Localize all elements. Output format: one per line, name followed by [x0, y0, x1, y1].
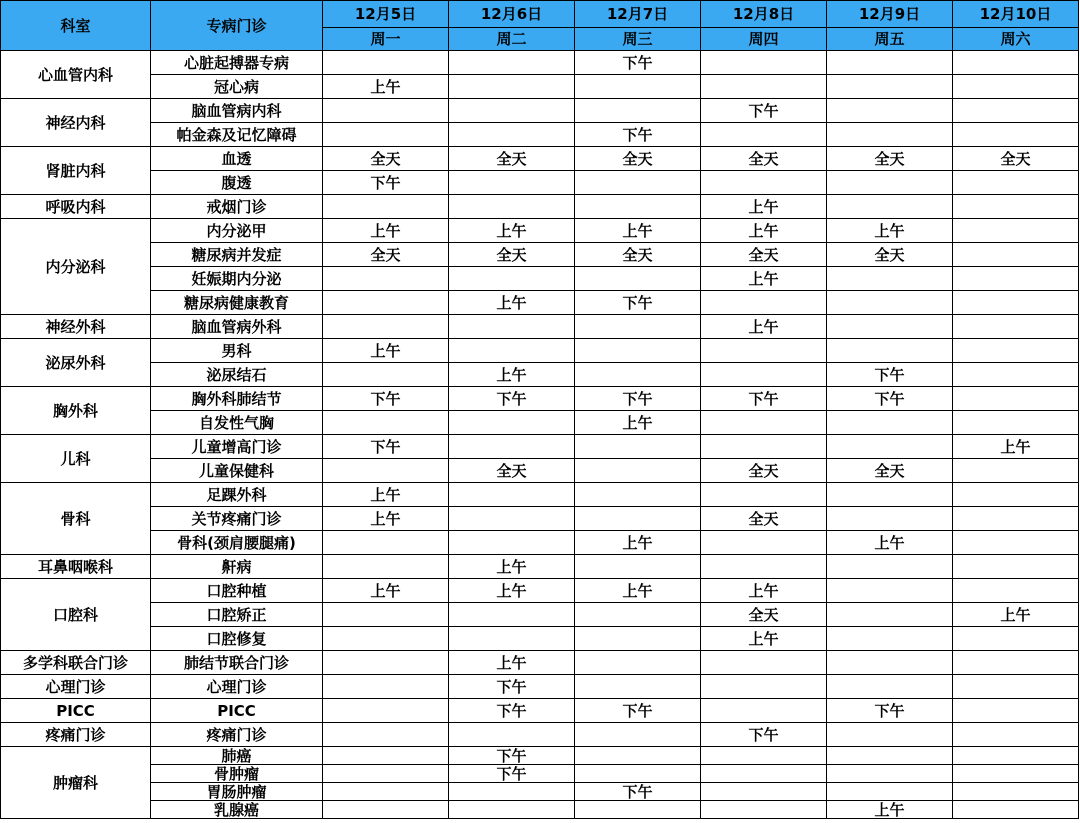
slot-cell: 上午	[953, 603, 1079, 627]
slot-cell	[827, 723, 953, 747]
slot-cell	[323, 459, 449, 483]
slot-cell	[323, 291, 449, 315]
clinic-cell: 男科	[151, 339, 323, 363]
department-cell: 耳鼻咽喉科	[1, 555, 151, 579]
slot-cell	[953, 555, 1079, 579]
slot-cell	[575, 435, 701, 459]
clinic-cell: 肺癌	[151, 747, 323, 765]
slot-cell	[701, 801, 827, 819]
slot-cell: 下午	[575, 699, 701, 723]
slot-cell: 下午	[575, 291, 701, 315]
clinic-cell: 脑血管病外科	[151, 315, 323, 339]
slot-cell: 上午	[449, 291, 575, 315]
clinic-cell: 鼾病	[151, 555, 323, 579]
table-row	[1, 411, 1079, 435]
clinic-cell: 泌尿结石	[151, 363, 323, 387]
slot-cell	[323, 675, 449, 699]
slot-cell: 下午	[701, 723, 827, 747]
slot-cell	[701, 531, 827, 555]
clinic-cell: 胸外科肺结节	[151, 387, 323, 411]
slot-cell	[323, 123, 449, 147]
slot-cell: 上午	[575, 531, 701, 555]
slot-cell	[701, 555, 827, 579]
department-cell: 神经内科	[1, 99, 151, 147]
slot-cell: 全天	[323, 243, 449, 267]
weekday-header: 周一	[323, 28, 449, 51]
department-cell: PICC	[1, 699, 151, 723]
weekday-header: 周六	[953, 28, 1079, 51]
slot-cell	[953, 783, 1079, 801]
slot-cell	[953, 411, 1079, 435]
slot-cell	[449, 171, 575, 195]
slot-cell: 上午	[575, 219, 701, 243]
table-row	[1, 801, 1079, 819]
table-row	[1, 267, 1079, 291]
slot-cell: 下午	[575, 123, 701, 147]
slot-cell	[827, 123, 953, 147]
slot-cell	[953, 507, 1079, 531]
slot-cell	[827, 765, 953, 783]
table-row	[1, 699, 1079, 723]
clinic-cell: 血透	[151, 147, 323, 171]
table-row	[1, 243, 1079, 267]
slot-cell: 上午	[701, 195, 827, 219]
slot-cell: 下午	[323, 171, 449, 195]
slot-cell	[575, 675, 701, 699]
slot-cell	[953, 531, 1079, 555]
table-row	[1, 723, 1079, 747]
slot-cell	[953, 123, 1079, 147]
slot-cell	[575, 363, 701, 387]
slot-cell: 上午	[323, 339, 449, 363]
slot-cell	[323, 699, 449, 723]
slot-cell	[449, 435, 575, 459]
department-cell: 心血管内科	[1, 51, 151, 99]
slot-cell	[953, 195, 1079, 219]
slot-cell: 下午	[701, 387, 827, 411]
table-row	[1, 291, 1079, 315]
department-cell: 肿瘤科	[1, 747, 151, 819]
slot-cell	[827, 603, 953, 627]
slot-cell	[701, 651, 827, 675]
slot-cell	[953, 267, 1079, 291]
slot-cell	[953, 291, 1079, 315]
slot-cell	[575, 747, 701, 765]
slot-cell	[575, 555, 701, 579]
clinic-cell: 冠心病	[151, 75, 323, 99]
table-row	[1, 435, 1079, 459]
department-cell: 内分泌科	[1, 219, 151, 315]
slot-cell	[827, 579, 953, 603]
table-row	[1, 627, 1079, 651]
slot-cell: 下午	[449, 747, 575, 765]
clinic-cell: 内分泌甲	[151, 219, 323, 243]
slot-cell	[953, 483, 1079, 507]
slot-cell: 下午	[449, 675, 575, 699]
table-row	[1, 147, 1079, 171]
slot-cell	[827, 627, 953, 651]
slot-cell	[323, 363, 449, 387]
slot-cell	[323, 531, 449, 555]
slot-cell	[449, 627, 575, 651]
slot-cell	[827, 171, 953, 195]
table-row	[1, 483, 1079, 507]
table-row	[1, 651, 1079, 675]
clinic-cell: 疼痛门诊	[151, 723, 323, 747]
department-cell: 口腔科	[1, 579, 151, 651]
slot-cell	[827, 675, 953, 699]
table-row	[1, 603, 1079, 627]
clinic-cell: 关节疼痛门诊	[151, 507, 323, 531]
slot-cell	[449, 315, 575, 339]
slot-cell: 全天	[323, 147, 449, 171]
date-header: 12月8日	[701, 1, 827, 28]
slot-cell: 下午	[575, 51, 701, 75]
slot-cell	[953, 801, 1079, 819]
slot-cell	[953, 219, 1079, 243]
clinic-cell: 口腔矫正	[151, 603, 323, 627]
slot-cell	[953, 627, 1079, 651]
table-row	[1, 555, 1079, 579]
slot-cell: 上午	[701, 315, 827, 339]
slot-cell	[701, 435, 827, 459]
department-cell: 神经外科	[1, 315, 151, 339]
date-header: 12月10日	[953, 1, 1079, 28]
slot-cell: 下午	[575, 387, 701, 411]
slot-cell	[701, 51, 827, 75]
slot-cell: 全天	[449, 459, 575, 483]
slot-cell	[953, 387, 1079, 411]
slot-cell	[449, 99, 575, 123]
slot-cell	[953, 699, 1079, 723]
slot-cell	[953, 339, 1079, 363]
slot-cell	[449, 801, 575, 819]
slot-cell	[953, 747, 1079, 765]
slot-cell	[701, 171, 827, 195]
slot-cell: 上午	[449, 651, 575, 675]
slot-cell: 下午	[323, 387, 449, 411]
clinic-cell: 腹透	[151, 171, 323, 195]
slot-cell: 全天	[827, 459, 953, 483]
table-row	[1, 75, 1079, 99]
slot-cell: 下午	[323, 435, 449, 459]
table-row	[1, 99, 1079, 123]
slot-cell	[449, 483, 575, 507]
slot-cell	[575, 483, 701, 507]
table-body	[1, 51, 1079, 819]
clinic-cell: 骨科(颈肩腰腿痛)	[151, 531, 323, 555]
slot-cell	[323, 627, 449, 651]
date-header: 12月6日	[449, 1, 575, 28]
slot-cell	[323, 765, 449, 783]
slot-cell	[953, 315, 1079, 339]
slot-cell	[827, 783, 953, 801]
slot-cell	[449, 51, 575, 75]
slot-cell	[575, 315, 701, 339]
slot-cell	[575, 723, 701, 747]
slot-cell: 上午	[575, 579, 701, 603]
slot-cell	[449, 123, 575, 147]
slot-cell: 全天	[575, 243, 701, 267]
table-row	[1, 531, 1079, 555]
clinic-cell: 心理门诊	[151, 675, 323, 699]
clinic-cell: 糖尿病健康教育	[151, 291, 323, 315]
table-row	[1, 195, 1079, 219]
slot-cell	[449, 195, 575, 219]
slot-cell	[575, 507, 701, 531]
slot-cell	[701, 675, 827, 699]
slot-cell: 上午	[323, 507, 449, 531]
date-header: 12月9日	[827, 1, 953, 28]
clinic-cell: 足踝外科	[151, 483, 323, 507]
slot-cell: 全天	[575, 147, 701, 171]
table-row	[1, 123, 1079, 147]
slot-cell	[575, 765, 701, 783]
slot-cell	[953, 675, 1079, 699]
slot-cell	[575, 99, 701, 123]
slot-cell	[701, 765, 827, 783]
slot-cell	[953, 765, 1079, 783]
department-cell: 多学科联合门诊	[1, 651, 151, 675]
table-row	[1, 459, 1079, 483]
slot-cell	[701, 747, 827, 765]
slot-cell: 下午	[449, 387, 575, 411]
slot-cell	[449, 783, 575, 801]
slot-cell: 全天	[827, 243, 953, 267]
slot-cell	[827, 747, 953, 765]
slot-cell	[827, 195, 953, 219]
slot-cell	[323, 195, 449, 219]
slot-cell	[827, 291, 953, 315]
clinic-cell: 乳腺癌	[151, 801, 323, 819]
slot-cell	[575, 459, 701, 483]
slot-cell	[323, 315, 449, 339]
slot-cell: 下午	[827, 363, 953, 387]
clinic-cell: 肺结节联合门诊	[151, 651, 323, 675]
slot-cell	[449, 339, 575, 363]
slot-cell: 全天	[449, 147, 575, 171]
slot-cell	[323, 723, 449, 747]
slot-cell	[953, 75, 1079, 99]
slot-cell	[953, 243, 1079, 267]
slot-cell	[827, 315, 953, 339]
slot-cell	[323, 651, 449, 675]
table-row	[1, 387, 1079, 411]
slot-cell	[953, 651, 1079, 675]
table-row	[1, 579, 1079, 603]
table-row	[1, 747, 1079, 765]
slot-cell	[449, 531, 575, 555]
slot-cell	[323, 411, 449, 435]
slot-cell	[323, 51, 449, 75]
date-header: 12月7日	[575, 1, 701, 28]
slot-cell	[323, 747, 449, 765]
clinic-cell: 口腔种植	[151, 579, 323, 603]
slot-cell: 全天	[701, 507, 827, 531]
slot-cell	[701, 483, 827, 507]
slot-cell	[953, 99, 1079, 123]
weekday-header: 周四	[701, 28, 827, 51]
clinic-cell: 帕金森及记忆障碍	[151, 123, 323, 147]
slot-cell	[701, 783, 827, 801]
slot-cell: 全天	[701, 243, 827, 267]
table-row	[1, 507, 1079, 531]
slot-cell	[575, 651, 701, 675]
slot-cell	[575, 603, 701, 627]
weekday-header: 周五	[827, 28, 953, 51]
clinic-column-header: 专病门诊	[151, 1, 323, 51]
slot-cell: 全天	[701, 459, 827, 483]
table-row	[1, 675, 1079, 699]
clinic-cell: 脑血管病内科	[151, 99, 323, 123]
slot-cell: 下午	[827, 387, 953, 411]
slot-cell	[701, 699, 827, 723]
department-cell: 儿科	[1, 435, 151, 483]
slot-cell	[575, 171, 701, 195]
slot-cell	[449, 75, 575, 99]
department-cell: 疼痛门诊	[1, 723, 151, 747]
slot-cell	[827, 411, 953, 435]
slot-cell	[701, 363, 827, 387]
slot-cell: 上午	[449, 579, 575, 603]
slot-cell: 上午	[449, 363, 575, 387]
slot-cell	[701, 339, 827, 363]
weekday-header: 周二	[449, 28, 575, 51]
table-row	[1, 765, 1079, 783]
slot-cell	[701, 75, 827, 99]
table-row	[1, 783, 1079, 801]
table-header	[1, 1, 1079, 51]
clinic-cell: 骨肿瘤	[151, 765, 323, 783]
slot-cell	[953, 579, 1079, 603]
slot-cell	[953, 363, 1079, 387]
clinic-cell: 口腔修复	[151, 627, 323, 651]
table-row	[1, 51, 1079, 75]
slot-cell	[323, 783, 449, 801]
slot-cell: 上午	[701, 627, 827, 651]
department-cell: 骨科	[1, 483, 151, 555]
slot-cell: 上午	[449, 219, 575, 243]
slot-cell	[575, 195, 701, 219]
slot-cell	[827, 435, 953, 459]
slot-cell: 下午	[701, 99, 827, 123]
slot-cell	[827, 555, 953, 579]
slot-cell	[701, 411, 827, 435]
slot-cell: 全天	[701, 147, 827, 171]
slot-cell	[953, 51, 1079, 75]
slot-cell: 上午	[323, 75, 449, 99]
slot-cell	[323, 267, 449, 291]
slot-cell	[953, 723, 1079, 747]
slot-cell	[449, 411, 575, 435]
slot-cell	[449, 723, 575, 747]
slot-cell	[575, 627, 701, 651]
slot-cell	[323, 801, 449, 819]
slot-cell	[827, 483, 953, 507]
clinic-cell: 妊娠期内分泌	[151, 267, 323, 291]
slot-cell	[827, 75, 953, 99]
clinic-cell: 儿童增高门诊	[151, 435, 323, 459]
slot-cell: 上午	[827, 531, 953, 555]
slot-cell	[449, 267, 575, 291]
clinic-cell: 糖尿病并发症	[151, 243, 323, 267]
slot-cell	[827, 507, 953, 531]
department-cell: 心理门诊	[1, 675, 151, 699]
slot-cell	[323, 603, 449, 627]
clinic-cell: 戒烟门诊	[151, 195, 323, 219]
slot-cell: 上午	[323, 219, 449, 243]
slot-cell	[827, 339, 953, 363]
table-row	[1, 315, 1079, 339]
table-row	[1, 171, 1079, 195]
slot-cell: 全天	[827, 147, 953, 171]
slot-cell	[701, 123, 827, 147]
department-cell: 胸外科	[1, 387, 151, 435]
slot-cell: 下午	[449, 699, 575, 723]
slot-cell: 上午	[827, 801, 953, 819]
clinic-cell: PICC	[151, 699, 323, 723]
slot-cell	[701, 291, 827, 315]
table-row	[1, 219, 1079, 243]
dept-column-header: 科室	[1, 1, 151, 51]
slot-cell: 上午	[701, 219, 827, 243]
slot-cell: 全天	[953, 147, 1079, 171]
department-cell: 泌尿外科	[1, 339, 151, 387]
slot-cell	[323, 555, 449, 579]
slot-cell	[449, 507, 575, 531]
slot-cell: 上午	[827, 219, 953, 243]
slot-cell: 上午	[575, 411, 701, 435]
slot-cell: 下午	[827, 699, 953, 723]
slot-cell: 全天	[701, 603, 827, 627]
slot-cell: 上午	[323, 579, 449, 603]
slot-cell	[827, 267, 953, 291]
date-header: 12月5日	[323, 1, 449, 28]
department-cell: 肾脏内科	[1, 147, 151, 195]
table-row	[1, 339, 1079, 363]
table-row	[1, 363, 1079, 387]
clinic-cell: 胃肠肿瘤	[151, 783, 323, 801]
clinic-cell: 心脏起搏器专病	[151, 51, 323, 75]
slot-cell	[953, 459, 1079, 483]
slot-cell	[827, 99, 953, 123]
slot-cell: 上午	[449, 555, 575, 579]
slot-cell	[575, 267, 701, 291]
slot-cell	[953, 171, 1079, 195]
slot-cell	[827, 51, 953, 75]
clinic-cell: 自发性气胸	[151, 411, 323, 435]
slot-cell	[575, 801, 701, 819]
clinic-cell: 儿童保健科	[151, 459, 323, 483]
weekday-header: 周三	[575, 28, 701, 51]
slot-cell: 下午	[575, 783, 701, 801]
slot-cell	[449, 603, 575, 627]
slot-cell: 上午	[323, 483, 449, 507]
slot-cell	[827, 651, 953, 675]
slot-cell	[575, 339, 701, 363]
slot-cell	[575, 75, 701, 99]
slot-cell: 上午	[701, 267, 827, 291]
slot-cell: 下午	[449, 765, 575, 783]
slot-cell: 上午	[953, 435, 1079, 459]
slot-cell: 上午	[701, 579, 827, 603]
slot-cell: 全天	[449, 243, 575, 267]
department-cell: 呼吸内科	[1, 195, 151, 219]
slot-cell	[323, 99, 449, 123]
